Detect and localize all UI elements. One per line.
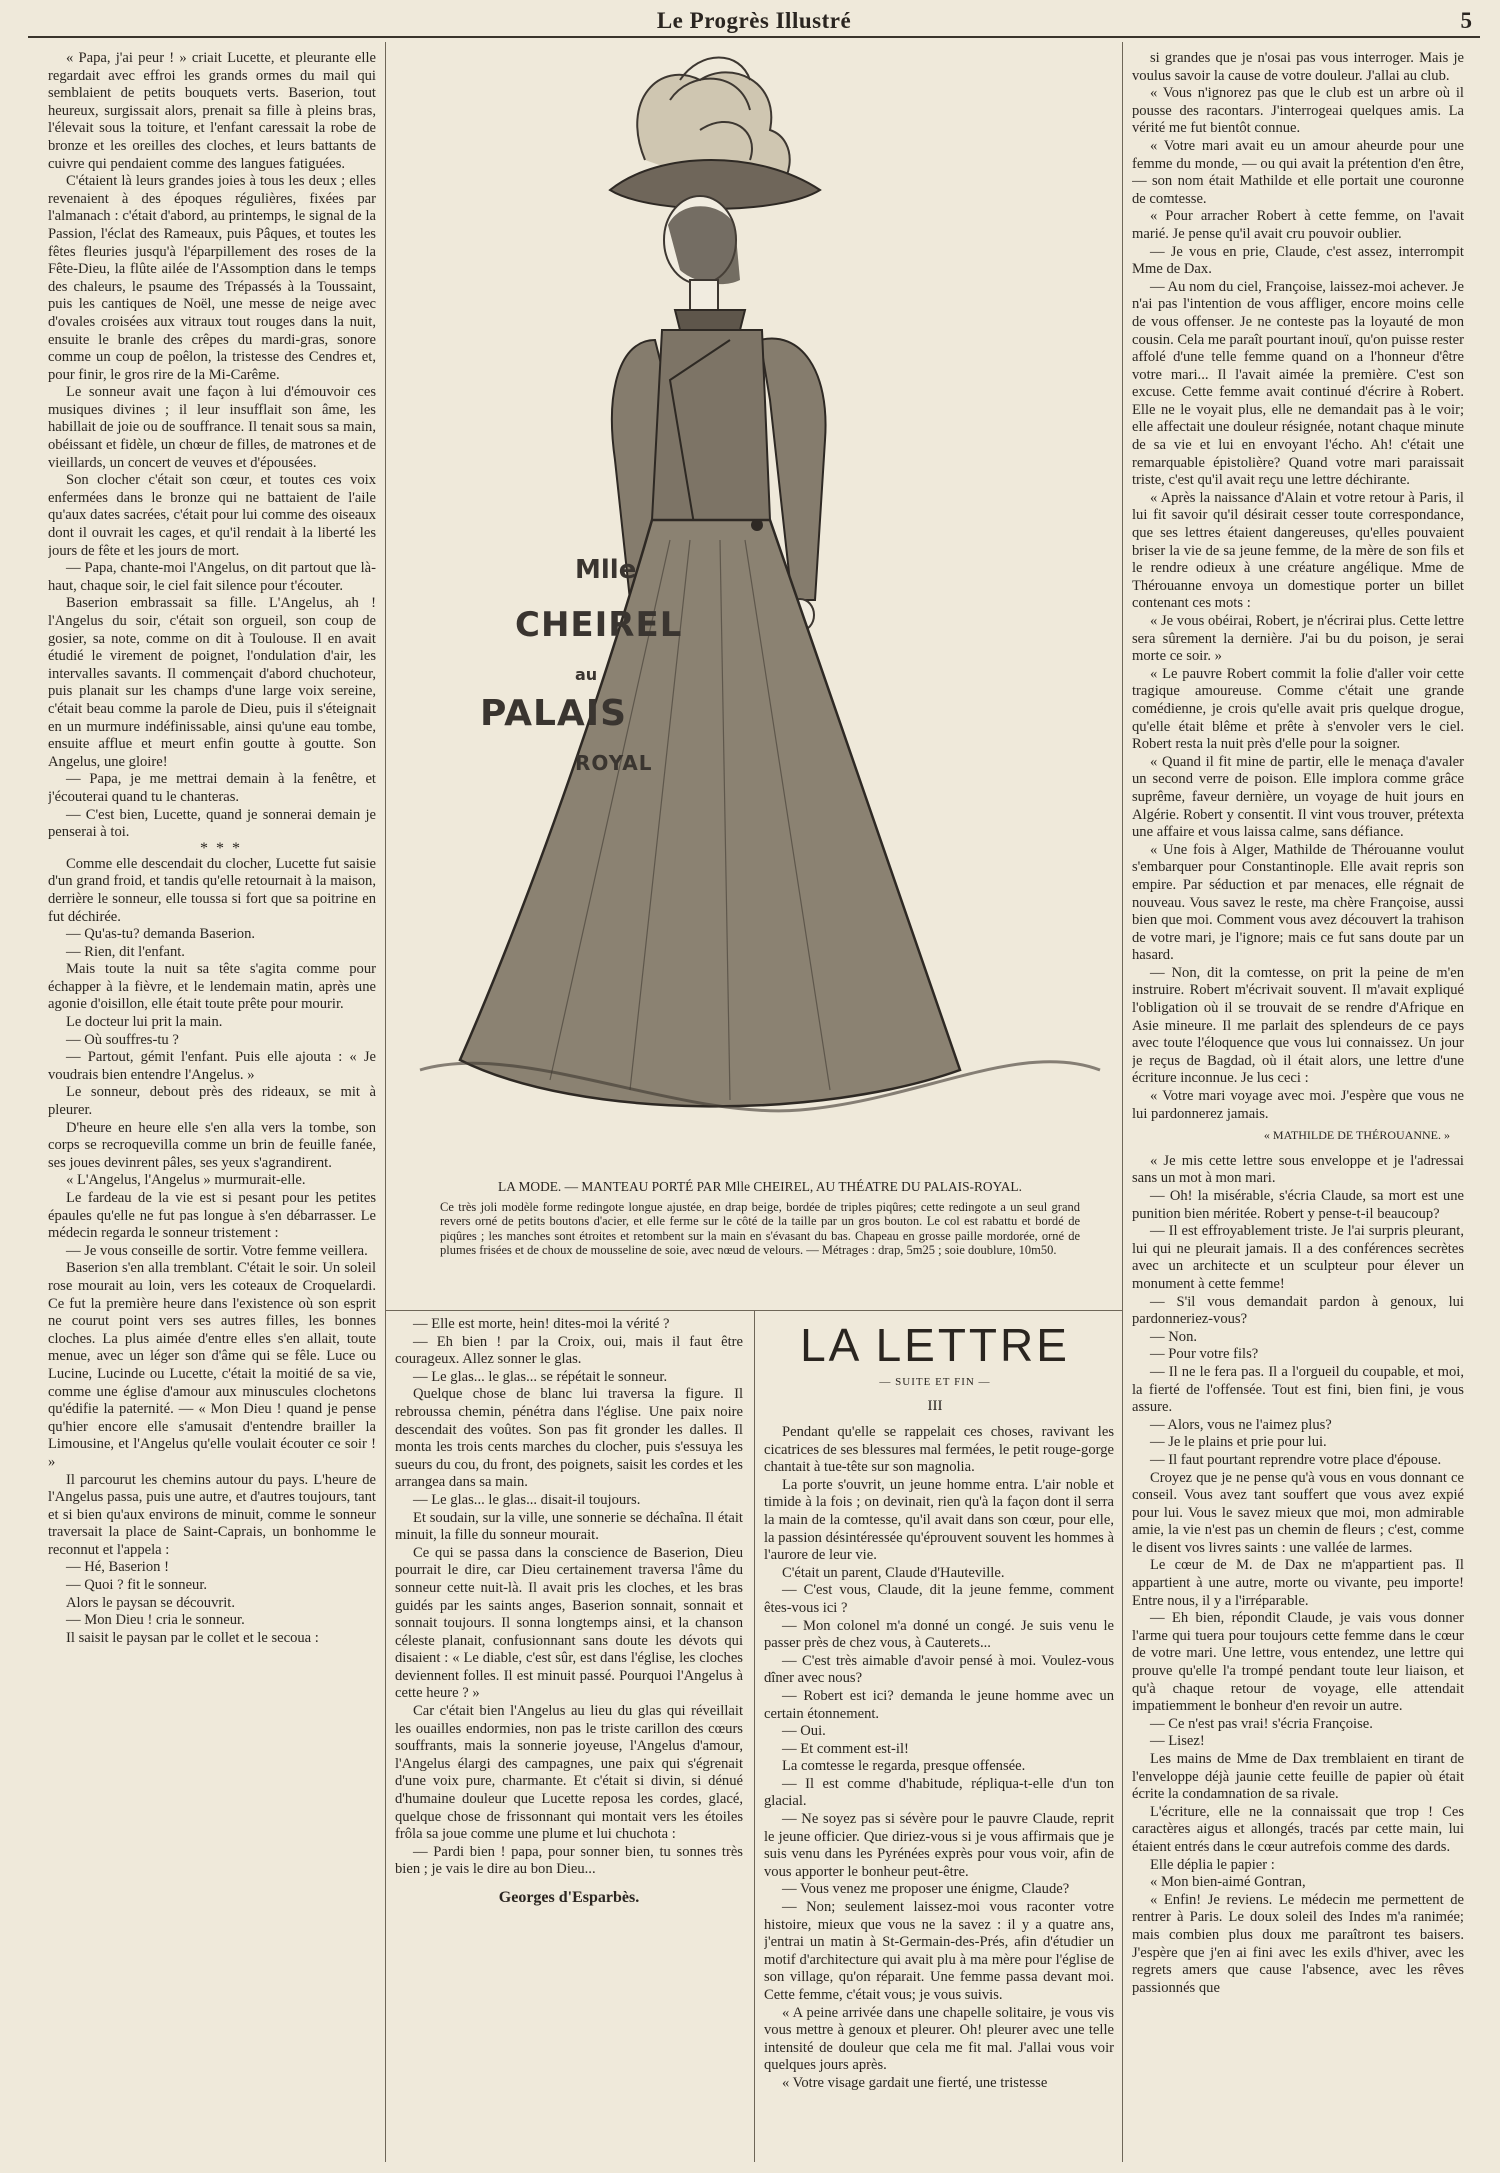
paragraph: La porte s'ouvrit, un jeune homme entra. L'air noble et timide à la fois ; on devinait, rien qu'à la façon dont il serra la main de la comtesse, qu'il avait dans son cœur, pour elle, la passion désintéressée qu'éprouvent souvent les hommes à l'aurore de leur vie. xyxy=(764,1476,1114,1564)
paragraph: Comme elle descendait du clocher, Lucette fut saisie d'un grand froid, et tandis qu'elle retournait à la maison, derrière le sonneur, elle toussa si fort que sa poitrine en fut déchirée. xyxy=(48,855,376,925)
paragraph: si grandes que je n'osai pas vous interroger. Mais je voulus savoir la cause de votre douleur. J'allai au club. xyxy=(1132,50,1464,84)
paragraph: Et soudain, sur la ville, une sonnerie se déchaîna. Il était minuit, la fille du sonneur mourait. xyxy=(395,1509,743,1544)
paragraph: « Quand il fit mine de partir, elle le menaça d'avaler un second verre de poison. Elle implora comme grâce suprême, faveur dernière, un voyage de huit jours en Algérie. Robert y consentit. Il vint vous trouver, prétexta une affaire et vous laissa calme, sans défiance. xyxy=(1132,753,1464,841)
label-mlle: Mlle xyxy=(575,555,637,585)
paragraph: C'était un parent, Claude d'Hauteville. xyxy=(782,1564,1005,1581)
paragraph: Quelque chose de blanc lui traversa la figure. Il rebroussa chemin, pénétra dans l'église. Une paix noire descendait des voûtes. Son pas fit gronder les dalles. Il monta les trois cents marches du clocher, puis s'essuya les sueurs du cou, du front, des poignets, saisit les cordes et les arrangea dans sa main. xyxy=(395,1386,743,1491)
paragraph: — Partout, gémit l'enfant. Puis elle ajouta : « Je voudrais bien entendre l'Angelus. » xyxy=(48,1049,376,1083)
paragraph: Le cœur de M. de Dax ne m'appartient pas. Il appartient à une autre, morte ou vivante, peu importe! Entre nous, il y a l'irréparable. xyxy=(1132,1557,1464,1609)
label-royal: ROYAL xyxy=(575,751,653,775)
paragraph: Pendant qu'elle se rappelait ces choses, ravivant les cicatrices de ses blessures mal fermées, le petit rouge-gorge chantait à tue-tête sur son magnolia. xyxy=(764,1424,1114,1476)
paragraph: Le sonneur, debout près des rideaux, se mit à pleurer. xyxy=(48,1084,376,1119)
paragraph: « Enfin! Je reviens. Le médecin me permettent de rentrer à Paris. Le doux soleil des Indes m'a ranimée; mais combien plus doux me paraîtront tes baisers. J'espère que j'en ai fini avec les exils d'hiver, avec les regrets amers que cause l'absence, avec les rêves passionnés que xyxy=(1132,1891,1464,1996)
paragraph: Il saisit le paysan par le collet et le secoua : xyxy=(66,1629,319,1646)
paragraph: « Pour arracher Robert à cette femme, on l'avait marié. Je pense qu'il avait cru pouvoir oublier. xyxy=(1132,208,1464,242)
paragraph: — Alors, vous ne l'aimez plus? xyxy=(1150,1416,1332,1433)
paragraph: — Non; seulement laissez-moi vous raconter votre histoire, mieux que vous ne la savez : il y a quatre ans, j'entrai un matin à St-Germain-des-Prés, afin d'étudier un motif d'architecture qui avait plu à ma mère pour l'église de son village, qu'on réparait. Une femme passa devant moi. Cette femme, c'était vous; je vous suivis. xyxy=(764,1899,1114,2003)
paragraph: — Le glas... le glas... disait-il toujours. xyxy=(413,1491,641,1508)
paragraph: — Papa, je me mettrai demain à la fenêtre, et j'écouterai quand tu le chanteras. xyxy=(48,771,376,805)
paragraph: — Oh! la misérable, s'écria Claude, sa mort est une punition bien méritée. Robert y pense-t-il beaucoup? xyxy=(1132,1188,1464,1222)
paragraph: — Quoi ? fit le sonneur. xyxy=(66,1577,208,1594)
column-4 xyxy=(1132,50,1464,2160)
paragraph: Baserion s'en alla tremblant. C'était le soir. Un soleil rose mourait au loin, vers les coteaux de Croquelardi. Ce fut la première heure dans l'existence où son esprit ne courut point vers ses autres filles, les bonnes cloches. La plus aimée d'entre elles s'en allait, toute menue, avec un léger son d'âme qui se fêle. Luce ou Lucine, Lucinde ou Lucette, c'était la moitié de sa vie, comme une église d'amour aux minuscules clochetons qu'édifie la paternité. — « Mon Dieu ! quand je pense qu'hier encore elle s'amusait d'entendre brailler la Limousine, et l'Angelus qu'elle voulait écouter ce soir ! » xyxy=(48,1260,376,1470)
paragraph: Le docteur lui prit la main. xyxy=(66,1014,223,1031)
paragraph: Car c'était bien l'Angelus au lieu du glas qui réveillait les ouailles endormies, non pas le triste carillon des cœurs souffrants, mais la sonnerie joyeuse, l'Angelus d'amour, l'Angelus élargi des campagnes, une paix qui s'égrenait d'une voix pure, charmante. Et c'était si divin, si dénué d'humaine douleur que Lucette reposa les cordes, glacé, quelque chose de frissonnant qui montait vers les étoiles frôla sa joue comme une plume et lui chuchota : xyxy=(395,1703,743,1843)
paragraph: « Votre mari voyage avec moi. J'espère que vous ne lui pardonnerez jamais. xyxy=(1132,1088,1464,1122)
story-section-number: III xyxy=(927,1398,943,1414)
paragraph: — C'est bien, Lucette, quand je sonnerai demain je penserai à toi. xyxy=(48,806,376,841)
paragraph: « Papa, j'ai peur ! » criait Lucette, et pleurante elle regardait avec effroi les grands ormes du mail qui semblaient de petits bouquets verts. Baserion, tout heureux, surgissait alors, prenait sa fille à pleins bras, l'élevait sous la toiture, et l'enfant caressait la robe de bronze et les oreilles des cloches, et leurs battants de cuivre qui pendaient comme des langues fatiguées. xyxy=(48,50,376,172)
paragraph: — Il faut pourtant reprendre votre place d'épouse. xyxy=(1150,1451,1442,1468)
paragraph: — Qu'as-tu? demanda Baserion. xyxy=(66,926,256,943)
paragraph: — Non, dit la comtesse, on prit la peine de m'en instruire. Robert m'écrivait souvent. Il m'avait expliqué l'obligation où il se trouvait de se rendre d'Afrique en Asie mineure. Il me parlait des splendeurs de ce pays avec toute l'éloquence que vous lui connaissez. Un jour je reçus de Bagdad, où il était alors, une lettre d'une écriture inconnue. Je lus ceci : xyxy=(1132,964,1464,1087)
paragraph: — Oui. xyxy=(782,1723,826,1740)
paragraph: — Pour votre fils? xyxy=(1150,1346,1259,1363)
paragraph: — Pardi bien ! papa, pour sonner bien, tu sonnes très bien ; je vais le dire au bon Dieu... xyxy=(395,1843,743,1878)
column-2 xyxy=(395,1316,743,2166)
paragraph: — Il est effroyablement triste. Je l'ai surpris pleurant, lui qui ne pleurait jamais. Il a des conférences secrètes avec un architecte et un sculpteur pour élever un monument à cette femme! xyxy=(1132,1223,1464,1292)
paragraph: — Ne soyez pas si sévère pour le pauvre Claude, reprit le jeune officier. Que diriez-vous si je vous affirmais que je suis venu dans les Pyrénées exprès pour vous voir, afin de vous apporter le bonheur peut-être. xyxy=(764,1811,1114,1880)
actress-label xyxy=(455,545,685,845)
paragraph: L'écriture, elle ne la connaissait que trop ! Ces caractères aigus et allongés, tracés par cette main, lui étaient entrés dans le cœur autrefois comme des dards. xyxy=(1132,1803,1464,1855)
paragraph: — C'est vous, Claude, dit la jeune femme, comment êtes-vous ici ? xyxy=(764,1582,1114,1616)
paragraph: — Je vous en prie, Claude, c'est assez, interrompit Mme de Dax. xyxy=(1132,243,1464,278)
story-title: LA LETTRE xyxy=(800,1319,1070,1371)
paragraph: — Le glas... le glas... se répétait le sonneur. xyxy=(413,1368,668,1385)
paragraph: — Il est comme d'habitude, répliqua-t-elle d'un ton glacial. xyxy=(764,1775,1114,1810)
paragraph: Georges d'Esparbès. xyxy=(498,1889,640,1906)
paragraph: « MATHILDE DE THÉROUANNE. » xyxy=(1263,1128,1450,1143)
paragraph: — Lisez! xyxy=(1150,1733,1205,1750)
paragraph: « Après la naissance d'Alain et votre retour à Paris, il lui fit savoir qu'il désirait cesser toute correspondance, que ses lettres étaient dangereuses, qu'elles pouvaient briser la vie de sa jeune femme, de la mère de son fils et le rendre odieux à une créature angélique. Mme de Thérouanne envoya un domestique porter un billet contenant ces mots : xyxy=(1132,489,1464,612)
paragraph: Le sonneur avait une façon à lui d'émouvoir ces musiques divines ; il leur insufflait son âme, les habillait de joie ou de souffrance. Il tenait sous sa main, obéissant et fidèle, un chœur de filles, de matrones et de vieillards, un concert de veuves et d'épousées. xyxy=(48,384,376,471)
label-au: au xyxy=(575,665,598,684)
paragraph: Alors le paysan se découvrit. xyxy=(66,1594,235,1611)
paragraph: D'heure en heure elle s'en alla vers la tombe, son corps se recroquevilla comme un brin de feuille fanée, ses joues devinrent pâles, ses yeux s'agrandirent. xyxy=(48,1119,376,1171)
paragraph: — Ce n'est pas vrai! s'écria Françoise. xyxy=(1150,1715,1373,1732)
paragraph: « Je vous obéirai, Robert, je n'écrirai plus. Cette lettre sera sûrement la dernière. J'ai bu du poison, je serai morte ce soir. » xyxy=(1132,613,1464,665)
paragraph: Elle déplia le papier : xyxy=(1150,1856,1275,1873)
story-subtitle: — SUITE ET FIN — xyxy=(879,1376,991,1388)
paragraph: — Je le plains et prie pour lui. xyxy=(1150,1434,1327,1451)
paragraph: Croyez que je ne pense qu'à vous en vous donnant ce conseil. Vous avez tant souffert que vous avez expié pour lui. Vous le savez mieux que moi, mon admirable amie, la vie n'est pas un chemin de fleurs ; c'est, comme le disent vos livres saints : une vallée de larmes. xyxy=(1132,1469,1464,1556)
page-header xyxy=(28,6,1480,38)
paragraph: « Votre mari avait eu un amour aheurde pour une femme du monde, — ou qui avait la prétention d'en être, — son nom était Mathilde et elle portait une couronne de comtesse. xyxy=(1132,137,1464,207)
paragraph: Ce qui se passa dans la conscience de Baserion, Dieu pourrait le dire, car Dieu certainement traversa l'âme du sonneur cette nuit-là. Il avait pris les cloches, et les bras guidés par les saints anges, Baserion sonnait, sonnait et sonnait toujours. Il sonna longtemps ainsi, et la chanson céleste planait, confusionnant sans doute les dévots qui disaient : « Le diable, c'est sûr, est dans l'église, les cloches deviennent folles. Il est minuit passé. Pourquoi l'Angelus à cette heure ? » xyxy=(395,1544,743,1702)
paragraph: — Je vous conseille de sortir. Votre femme veillera. xyxy=(66,1242,368,1259)
column-3 xyxy=(764,1424,1114,2164)
paragraph: « A peine arrivée dans une chapelle solitaire, je vous vis vous mettre à genoux et pleurer. Oh! pleurer avec une telle intensité de douleur que cela me fit mal. J'allai vous voir quelques jours après. xyxy=(764,2004,1114,2074)
caption-title: LA MODE. — MANTEAU PORTÉ PAR Mlle CHEIREL, AU THÉATRE DU PALAIS-ROYAL. xyxy=(498,1179,1022,1194)
paragraph: C'étaient là leurs grandes joies à tous les deux ; elles revenaient à des époques régulières, fixées par l'almanach : c'était d'abord, au printemps, le signal de la Passion, l'éclat des Rameaux, puis Pâques, et toutes les fêtes fleuries jusqu'à l'éparpillement des roses de la Fête-Dieu, la flûte ailée de l'Assomption dans le temps des chaleurs, le psaume des Trépassés à la Toussaint, puis les cantiques de Noël, une messe de neige avec d'ovales croisées aux vitraux tout rouges dans la nuit, ensuite le branle des crêpes du mardi-gras, sonore comme un coup de poêlon, la tristesse des Cendres et, pour finir, le gros rire de la Mi-Carême. xyxy=(48,173,376,383)
page-number: 5 xyxy=(1460,8,1472,33)
paragraph: — Eh bien ! par la Croix, oui, mais il faut être courageux. Allez sonner le glas. xyxy=(395,1333,743,1368)
column-rule xyxy=(385,42,386,2162)
paragraph: « Le pauvre Robert commit la folie d'aller voir cette tragique amoureuse. Comme c'était une grande comédienne, je crois qu'elle avait pris quelque drogue, qu'elle était blême et prête à s'envoler vers le ciel. Robert resta la nuit près d'elle pour la soigner. xyxy=(1132,665,1464,753)
figure-caption xyxy=(440,1180,1080,1257)
paragraph: Il parcourut les chemins autour du pays. L'heure de l'Angelus passa, puis une autre, et d'autres toujours, tant et si bien qu'aux environs de minuit, comme le sonneur traversait la place de Saint-Caprais, un bonhomme le reconnut et l'appela : xyxy=(48,1471,376,1558)
paragraph: — Où souffres-tu ? xyxy=(66,1031,179,1048)
paragraph: — Papa, chante-moi l'Angelus, on dit partout que là-haut, chaque soir, le ciel fait silence pour t'écouter. xyxy=(48,560,376,594)
paragraph: « Votre visage gardait une fierté, une tristesse xyxy=(782,2074,1048,2091)
paragraph: Le fardeau de la vie est si pesant pour les petites épaules qu'elle ne fut pas longue à s'en débarrasser. Le médecin regarda le sonneur tristement : xyxy=(48,1190,376,1242)
paragraph: * * * xyxy=(200,839,242,857)
paragraph: — Robert est ici? demanda le jeune homme avec un certain étonnement. xyxy=(764,1687,1114,1722)
figure-rule xyxy=(386,1310,1122,1311)
paragraph: — Vous venez me proposer une énigme, Claude? xyxy=(782,1881,1070,1898)
paragraph: Mais toute la nuit sa tête s'agita comme pour échapper à la fièvre, et le lendemain matin, après une agonie d'oisillon, elle était toute prête pour mourir. xyxy=(48,961,376,1013)
column-1 xyxy=(48,50,376,2160)
paragraph: — Hé, Baserion ! xyxy=(66,1559,169,1576)
paragraph: « Je mis cette lettre sous enveloppe et je l'adressai sans un mot à mon mari. xyxy=(1132,1152,1464,1187)
paragraph: « L'Angelus, l'Angelus » murmurait-elle. xyxy=(66,1172,306,1189)
paragraph: — Mon colonel m'a donné un congé. Je suis venu le passer près de chez vous, à Cauterets... xyxy=(764,1617,1114,1652)
paragraph: — Mon Dieu ! cria le sonneur. xyxy=(66,1612,245,1629)
paragraph: Les mains de Mme de Dax tremblaient en tirant de l'enveloppe déjà jaunie cette feuille de papier où était écrite la condamnation de sa rivale. xyxy=(1132,1751,1464,1803)
paragraph: « Mon bien-aimé Gontran, xyxy=(1150,1874,1306,1891)
paragraph: — Eh bien, répondit Claude, je vais vous donner l'arme qui tuera pour toujours cette femme dans le cœur de votre mari. Une lettre, vous entendez, une lettre qui prouve qu'elle l'a trompé pendant toute leur liaison, et qu'à chaque retour de voyage, elle attendait impatiemment le bonheur d'en revoir un autre. xyxy=(1132,1610,1464,1715)
column-rule xyxy=(1122,42,1123,2162)
label-palais: PALAIS xyxy=(480,693,628,734)
paragraph: Baserion embrassait sa fille. L'Angelus, ah ! l'Angelus du soir, c'était son orgueil, son coup de gosier, sa note, comme on dit à Toulouse. Il en avait étudié le virement de poignet, l'ondulation d'air, les intervalles savants. Il commençait d'abord chuchoteur, puis planait sur les champs d'une large voix sereine, c'était beau comme la parole de Dieu, puis il s'éteignait en un murmure indéfinissable, ainsi qu'une eau tombe, ensuite afflue et meurt enfin goutte à goutte. Son Angelus, une gloire! xyxy=(48,595,376,770)
paragraph: La comtesse le regarda, presque offensée. xyxy=(782,1758,1026,1775)
paragraph: — Il ne le fera pas. Il a l'orgueil du coupable, et moi, la fierté de l'offensée. Tout est fini, bien fini, je vous assure. xyxy=(1132,1363,1464,1416)
paragraph: — Elle est morte, hein! dites-moi la vérité ? xyxy=(413,1316,670,1332)
paragraph: — Au nom du ciel, Françoise, laissez-moi achever. Je n'ai pas l'intention de vous affliger, encore moins celle de vous offenser. Je ne conteste pas la loyauté de mon cousin. Cela me paraît pourtant inouï, qu'on puisse rester affolé d'une telle femme quand on a l'honneur d'être votre mari... Il l'avait aimée la première. C'est son excuse. Cette femme avait continué d'écrire à Robert. Elle ne le voyait plus, elle ne demandait pas à le voir; elle affectait une douleur résignée, notant chaque minute de sa vie et lui en envoyant l'écho. Ah! c'était une remarquable épistolière? Quand votre mari paraissait triste, c'est qu'il avait reçu une lettre déchirante. xyxy=(1132,278,1464,489)
caption-text: Ce très joli modèle forme redingote longue ajustée, en drap beige, bordée de triples piqûres; cette redingote a un seul grand revers orné de petits boutons d'acier, et elle ferme sur le côté de la taille par un gros bouton. Le col est rabattu et bordé de piqûres ; les manches sont étroites et retombent sur la main en s'évasant du bas. Chapeau en grosse paille mordorée, orné de plumes frisées et de choux de mousseline de soie, avec nœud de velours. — Métrages : drap, 5m25 ; soie doublure, 10m50. xyxy=(440,1200,1080,1257)
paragraph: — Non. xyxy=(1150,1328,1198,1345)
paragraph: — Rien, dit l'enfant. xyxy=(66,943,185,960)
label-cheirel: CHEIREL xyxy=(515,605,683,645)
paragraph: — S'il vous demandait pardon à genoux, lui pardonneriez-vous? xyxy=(1132,1293,1464,1328)
paragraph: — Et comment est-il! xyxy=(782,1740,909,1757)
paragraph: — C'est très aimable d'avoir pensé à moi. Voulez-vous dîner avec nous? xyxy=(764,1652,1114,1687)
column-rule xyxy=(754,1310,755,2162)
paragraph: « Vous n'ignorez pas que le club est un arbre où il pousse des racontars. J'interrogeai quelques amis. La vérité me fut bientôt connue. xyxy=(1132,85,1464,137)
paragraph: « Une fois à Alger, Mathilde de Thérouanne voulut s'embarquer pour Constantinople. Elle avait repris son empire. Par séduction et par menaces, elle régnait de nouveau. Vous savez le reste, ma chère Françoise, aussi bien que moi. Comment vous avez découvert la trahison de votre mari, je l'ignore; mais ce fut sans doute par un hasard. xyxy=(1132,841,1464,964)
paragraph: Son clocher c'était son cœur, et toutes ces voix enfermées dans le bronze qui ne battaient de l'aile qu'aux dates sacrées, c'était pour lui comme des oiseaux dont il ouvrait les cages, et qu'il rendait à la liberté les jours de fête et les jours de mort. xyxy=(48,472,376,559)
newspaper-title: Le Progrès Illustré xyxy=(656,8,852,33)
